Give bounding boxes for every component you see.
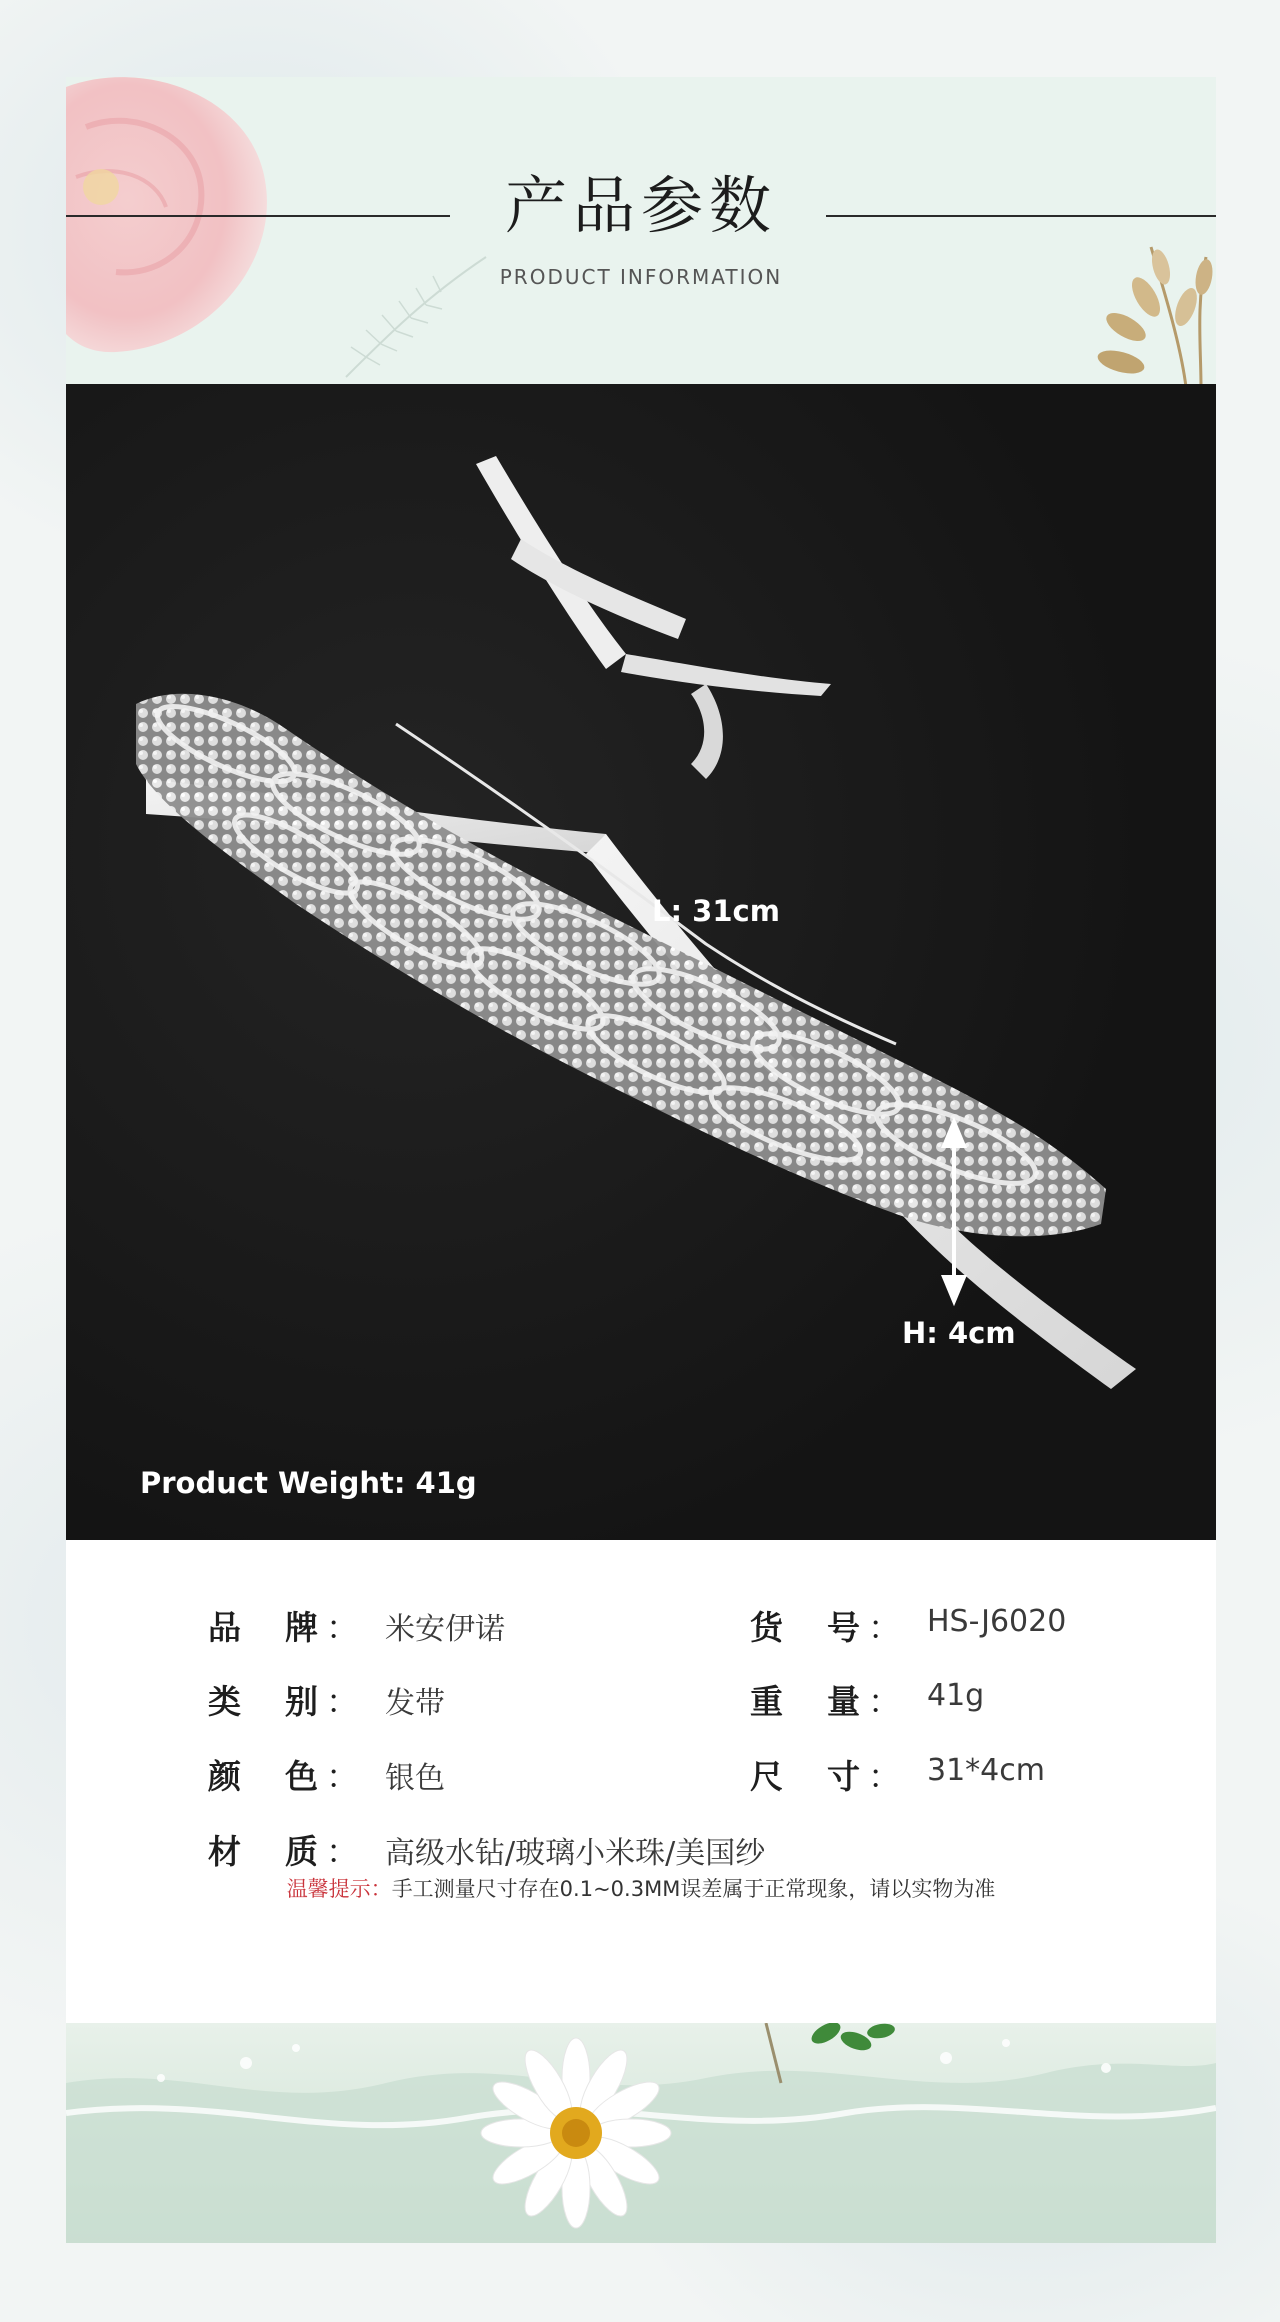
spec-key: 材 质 xyxy=(208,1832,318,1871)
page-subtitle: PRODUCT INFORMATION xyxy=(499,265,783,289)
tip-text: 手工测量尺寸存在0.1~0.3MM误差属于正常现象，请以实物为准 xyxy=(391,1877,996,1901)
spec-value: 31*4cm xyxy=(927,1753,1045,1788)
spec-value: 发带 xyxy=(385,1686,445,1721)
product-info-panel xyxy=(66,77,1216,2243)
wheat-leaves-illustration xyxy=(1086,237,1216,384)
spec-value: 41g xyxy=(927,1678,985,1713)
spec-key: 品 牌 xyxy=(208,1608,318,1647)
spec-table: 品 牌 ： 米安伊诺 货 号 ： HS-J6020 类 别 ： 发带 重 量 ： 41g 颜 色 ： 银色 尺 寸 ： 31*4cm 材 质 ： 高级水钻/玻璃小米珠/美国纱 温馨提示：手工测量尺寸存在0.1~0.3MM误差属于正常现象，请以实物为准 xyxy=(66,1540,1216,2023)
spec-value: HS-J6020 xyxy=(927,1604,1067,1639)
water-splash-daisy-illustration xyxy=(66,2023,1216,2243)
spec-key: 尺 寸 xyxy=(750,1757,860,1796)
measurement-tip xyxy=(66,1873,1216,1903)
product-photo xyxy=(66,384,1216,1540)
headband-illustration xyxy=(66,384,1216,1540)
header-banner xyxy=(66,77,1216,384)
spec-value: 高级水钻/玻璃小米珠/美国纱 xyxy=(385,1836,766,1871)
spec-key: 重 量 xyxy=(750,1682,860,1721)
spec-key: 货 号 xyxy=(750,1608,860,1647)
footer-decoration xyxy=(66,2023,1216,2243)
spec-key: 类 别 xyxy=(208,1682,318,1721)
spec-value: 银色 xyxy=(385,1761,445,1796)
weight-label: Product Weight: 41g xyxy=(140,1466,477,1500)
length-label: L: 31cm xyxy=(652,894,780,928)
page-title: 产品参数 xyxy=(504,169,777,242)
tip-label: 温馨提示： xyxy=(286,1877,392,1901)
spec-key: 颜 色 xyxy=(208,1757,318,1796)
height-label: H: 4cm xyxy=(902,1316,1016,1350)
spec-value: 米安伊诺 xyxy=(385,1612,505,1647)
